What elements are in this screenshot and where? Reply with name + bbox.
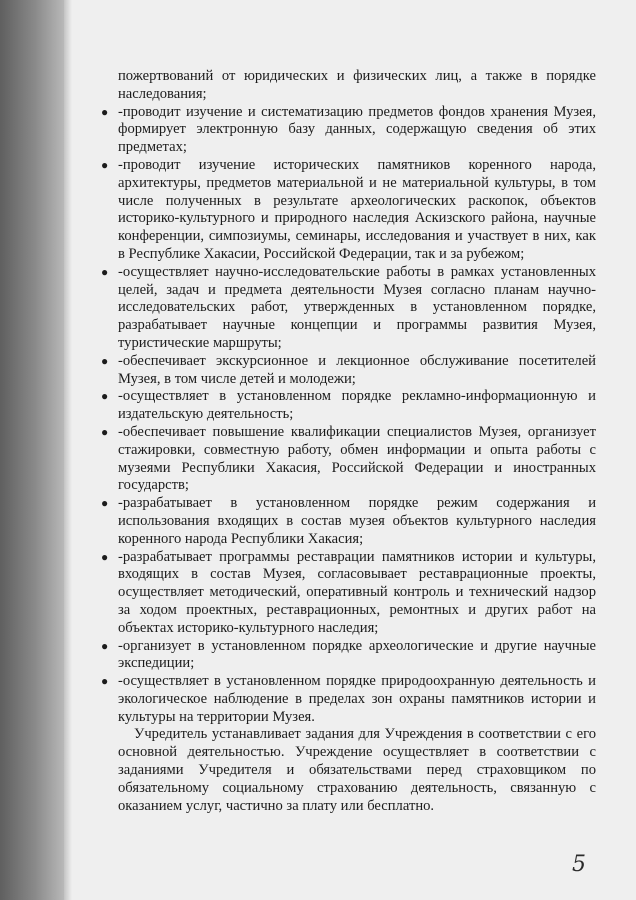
bullet-icon: ● <box>101 674 109 689</box>
item-text: -разрабатывает в установленном порядке режим содержания и использования входящих в состав музея объектов культурного наследия коренного народа Республики Хакасия; <box>118 495 596 547</box>
list-item <box>101 156 596 264</box>
list-item <box>101 352 596 389</box>
item-text: -организует в установленном порядке археологические и другие научные экспедиции; <box>118 637 596 672</box>
item-text: -разрабатывает программы реставрации памятников истории и культуры, входящих в состав Музея, согласовывает реставрационные проекты, осуществляет методический, оперативный контроль и технический надзор за ходом проектных, реставрационных, ремонтных и других работ на объектах историко-культурного наследия; <box>118 548 596 636</box>
bullet-icon: ● <box>101 264 109 279</box>
list-item <box>101 637 596 674</box>
list-item <box>101 423 596 495</box>
continuation-paragraph <box>118 68 596 104</box>
item-text: -обеспечивает экскурсионное и лекционное обслуживание посетителей Музея, в том числе детей и молодежи; <box>118 352 596 387</box>
document-body <box>101 68 596 815</box>
item-text: -осуществляет в установленном порядке рекламно-информационную и издательскую деятельность; <box>118 388 596 423</box>
list-item <box>101 495 596 548</box>
item-text: -обеспечивает повышение квалификации специалистов Музея, организует стажировки, совместную работу, обмен информации и опыта работы с музеями Республики Хакасия, Российской Федерации и иностранных государств; <box>118 423 596 494</box>
underlying-page-strip <box>0 0 64 900</box>
item-text: -осуществляет научно-исследовательские работы в рамках установленных целей, задач и предмета деятельности Музея согласно планам научно-исследовательских работ, утвержденных в установленном порядке, разрабатывает научные концепции и программы развития Музея, туристические маршруты; <box>118 263 596 351</box>
bullet-icon: ● <box>101 424 109 439</box>
item-text: -проводит изучение и систематизацию предметов фондов хранения Музея, формирует электронную базу данных, содержащую сведения об этих предметах; <box>118 103 596 156</box>
list-item <box>101 673 596 726</box>
list-item <box>101 548 596 638</box>
bullet-icon: ● <box>101 638 109 653</box>
closing-paragraph: Учредитель устанавливает задания для Учреждения в соответствии с его основной деятельностью. Учреждение осуществляет в соответствии с заданиями Учредителя и обязательствами перед страховщиком по обязательному социальному страхованию деятельность, связанную с оказанием услуг, частично за плату или бесплатно. <box>118 726 596 814</box>
page-edge-shadow <box>64 0 72 900</box>
list-item <box>101 103 596 157</box>
list-item <box>101 263 596 353</box>
bullet-icon: ● <box>101 157 109 172</box>
page-number: 5 <box>572 852 586 877</box>
bullet-icon: ● <box>101 496 109 511</box>
document-page <box>64 0 636 900</box>
item-text: -проводит изучение исторических памятников коренного народа, архитектуры, предметов материальной и не материальной культуры, в том числе полученных в результате археологических раскопок, объектов историко-культурного и природного наследия Аскизского района, научные конференции, симпозиумы, семинары, исследования и участвует в них, как в Республике Хакасии, Российской Федерации, так и за рубежом; <box>118 156 596 262</box>
bullet-icon: ● <box>101 104 109 119</box>
bullet-icon: ● <box>101 549 109 564</box>
item-text: пожертвований от юридических и физических лиц, а также в порядке наследования; <box>118 68 596 102</box>
bullet-icon: ● <box>101 389 109 404</box>
bullet-icon: ● <box>101 353 109 368</box>
list-item <box>101 388 596 424</box>
item-text: -осуществляет в установленном порядке природоохранную деятельность и экологическое наблюдение в пределах зон охраны памятников истории и культуры на территории Музея. <box>118 673 596 725</box>
